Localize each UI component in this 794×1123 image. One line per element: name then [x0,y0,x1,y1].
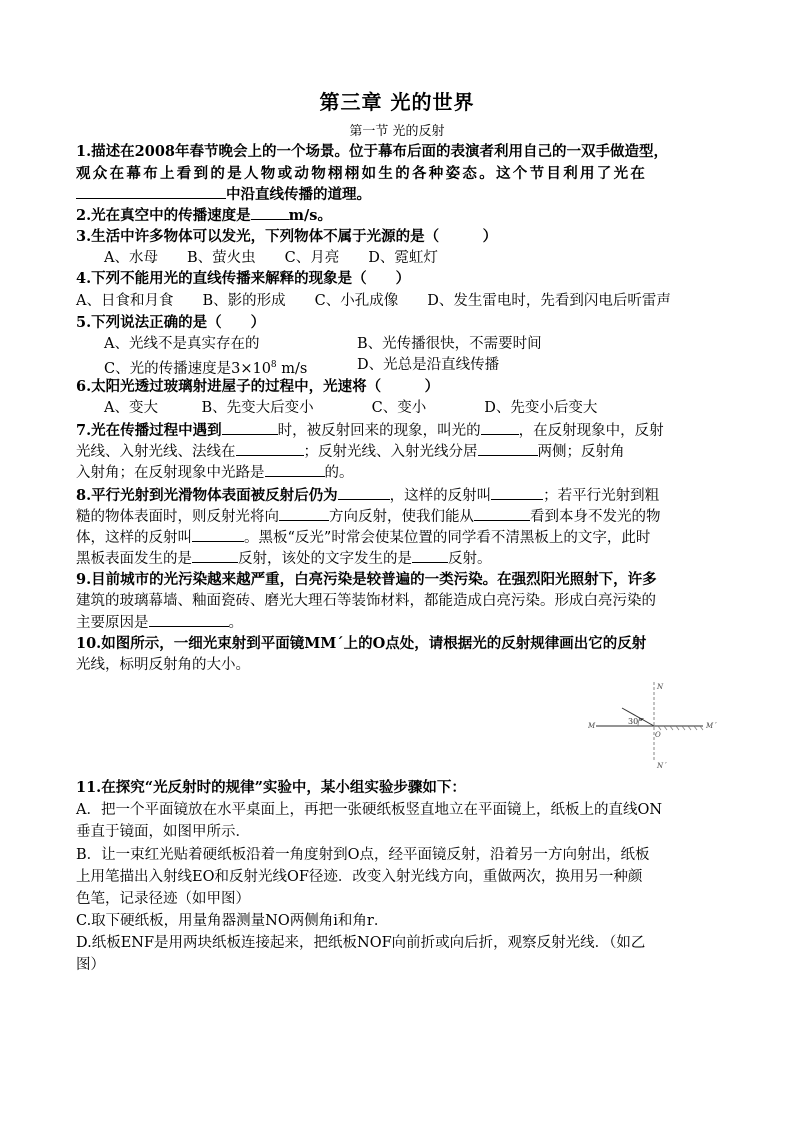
q2-blank[interactable] [251,205,289,220]
q11-step-b-line1: B．让一束红光贴着硬纸板沿着一角度射到O点，经平面镜反射，沿着另一方向射出，纸板 [76,847,650,863]
q8-blank7[interactable] [412,548,448,563]
q1-line1: 1.描述在2008年春节晚会上的一个场景。位于幕布后面的表演者利用自己的一双手做造型， [76,143,668,160]
q8-blank3[interactable] [279,506,329,521]
q9-line1: 9.目前城市的光污染越来越严重，白亮污染是较普遍的一类污染。在强烈阳光照射下，许多 [76,571,657,588]
q11-stem: 11.在探究“光反射时的规律”实验中，某小组实验步骤如下： [76,779,466,796]
q6-options: A、变大 B、先变大后变小 C、变小 D、先变小后变大 [104,400,598,416]
q1-line2: 观众在幕布上看到的是人物或动物栩栩如生的各种姿态。这个节目利用了光在 [76,165,648,182]
q8-blank5[interactable] [192,527,244,542]
q1-blank[interactable] [76,184,226,199]
q4-stem: 4.下列不能用光的直线传播来解释的现象是（ ） [76,270,411,287]
q3-options: A、水母 B、萤火虫 C、月亮 D、霓虹灯 [104,250,438,266]
q8-blank4[interactable] [474,506,530,521]
q5-option-a: A、光线不是真实存在的 [104,336,260,352]
q5-option-d: D、光总是沿直线传播 [357,357,500,373]
q7-blank4[interactable] [478,441,538,456]
q11-step-b-line2: 上用笔描出入射线EO和反射光线OF径迹．改变入射光线方向，重做两次，换用另一种颜 [76,869,643,885]
q8-line1: 8.平行光射到光滑物体表面被反射后仍为 ，这样的反射叫 ；若平行光射到粗 [76,487,660,504]
q7-blank5[interactable] [265,462,325,477]
q8-blank2[interactable] [491,485,543,500]
q10-line1: 10.如图所示，一细光束射到平面镜MM´上的O点处，请根据光的反射规律画出它的反射 [76,635,647,652]
q9-line2: 建筑的玻璃幕墙、釉面瓷砖、磨光大理石等装饰材料，都能造成白亮污染。形成白亮污染的 [76,593,656,609]
q7-line3: 入射角；在反射现象中光路是 的。 [76,462,354,483]
q8-line3: 体，这样的反射叫 。黑板“反光”时常会使某位置的同学看不清黑板上的文字，此时 [76,527,650,548]
q7-blank1[interactable] [222,420,278,435]
q11-step-a-line2: 垂直于镜面，如图甲所示． [76,824,250,840]
q5-option-b: B、光传播很快，不需要时间 [357,336,542,352]
q8-blank1[interactable] [338,485,390,500]
q3-stem: 3.生活中许多物体可以发光，下列物体不属于光源的是（ ） [76,228,498,245]
label-m2: M´ [706,722,717,730]
q7-blank3[interactable] [236,441,304,456]
section-title: 第一节 光的反射 [349,124,445,139]
q8-line2: 糙的物体表面时，则反射光将向 方向反射，使我们能从 看到本身不发光的物 [76,506,661,527]
q11-step-a-line1: A．把一个平面镜放在水平桌面上，再把一张硬纸板竖直地立在平面镜上，纸板上的直线ON [76,802,663,818]
q11-step-b-line3: 色笔，记录径迹（如甲图） [76,891,250,907]
q8-blank6[interactable] [192,548,238,563]
angle-label: 30° [628,717,643,726]
label-o: O [655,731,661,739]
mirror-reflection-figure [588,680,738,770]
q5-stem: 5.下列说法正确的是（ ） [76,314,266,331]
q8-line4: 黑板表面发生的是 反射，该处的文字发生的是 反射。 [76,548,492,569]
q11-step-d-line1: D.纸板ENF是用两块纸板连接起来，把纸板NOF向前折或向后折，观察反射光线．（如乙 [76,935,646,951]
q9-blank[interactable] [149,612,229,627]
q11-step-c: C.取下硬纸板，用量角器测量NO两侧角i和角r． [76,913,389,929]
q4-options: A、日食和月食 B、影的形成 C、小孔成像 D、发生雷电时，先看到闪电后听雷声 [76,293,671,309]
q5-option-c: C、光的传播速度是$3\times 10^8$ m/s [104,360,308,377]
q7-line1: 7.光在传播过程中遇到 时，被反射回来的现象，叫光的 ，在反射现象中，反射 [76,422,664,439]
q6-stem: 6.太阳光透过玻璃射进屋子的过程中，光速将（ ） [76,378,440,395]
q11-step-d-line2: 图） [76,957,105,973]
chapter-title: 第三章 光的世界 [319,90,475,114]
label-n: N [657,683,664,691]
label-n2: N´ [657,762,667,770]
q7-blank2[interactable] [481,420,519,435]
q1-line3: 中沿直线传播的道理。 [76,184,371,205]
q9-line3: 主要原因是 。 [76,612,243,633]
q7-line2: 光线、入射光线、法线在 ；反射光线、入射光线分居 两侧；反射角 [76,441,625,462]
q2-line: 2.光在真空中的传播速度是 m/s。 [76,207,332,224]
label-m: M [588,722,596,730]
q10-line2: 光线，标明反射角的大小。 [76,657,250,673]
